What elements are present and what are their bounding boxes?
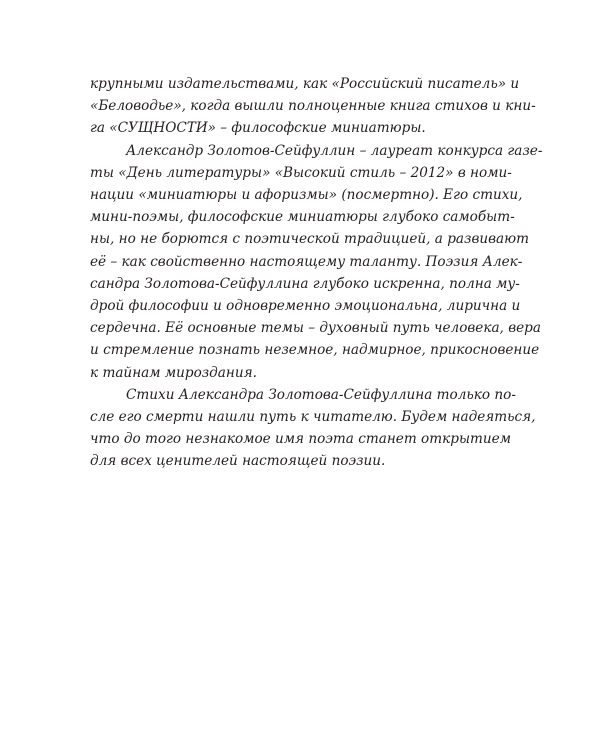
text-line: сандра Золотова-Сейфуллина глубоко искренна, полна му-: [90, 275, 520, 292]
text-line: нации «миниатюры и афоризмы» (посмертно). Его стихи,: [90, 187, 523, 204]
text-line: Александр Золотов-Сейфуллин – лауреат конкурса газе-: [126, 142, 543, 159]
text-line: «Беловодье», когда вышли полноценные книга стихов и кни-: [90, 98, 536, 115]
text-line: что до того незнакомое имя поэта станет открытием: [90, 431, 511, 448]
text-line: мини-поэмы, философские миниатюры глубоко самобыт-: [90, 209, 515, 226]
text-line: дрой философии и одновременно эмоциональна, лирична и: [90, 298, 521, 315]
text-line: для всех ценителей настоящей поэзии.: [90, 453, 386, 470]
paragraph-1: [90, 73, 536, 140]
text-line: к тайнам мироздания.: [90, 364, 257, 381]
text-line: сле его смерти нашли путь к читателю. Будем надеяться,: [90, 409, 536, 426]
paragraph-2: [90, 140, 543, 384]
text-line: ты «День литературы» «Высокий стиль – 2012» в номи-: [90, 164, 512, 181]
text-line: сердечна. Её основные темы – духовный путь человека, вера: [90, 320, 541, 337]
text-line: крупными издательствами, как «Российский писатель» и: [90, 76, 520, 92]
text-line: её – как свойственно настоящему таланту. Поэзия Алек-: [90, 253, 523, 270]
text-line: и стремление познать неземное, надмирное, прикосновение: [90, 342, 540, 359]
text-line: Стихи Александра Золотова-Сейфуллина только по-: [126, 386, 516, 403]
text-line: ны, но не борются с поэтической традицией, а развивают: [90, 231, 529, 248]
paragraph-3: [90, 384, 536, 473]
text-line: га «СУЩНОСТИ» – философские миниатюры.: [90, 120, 426, 137]
body-text: [90, 73, 543, 473]
